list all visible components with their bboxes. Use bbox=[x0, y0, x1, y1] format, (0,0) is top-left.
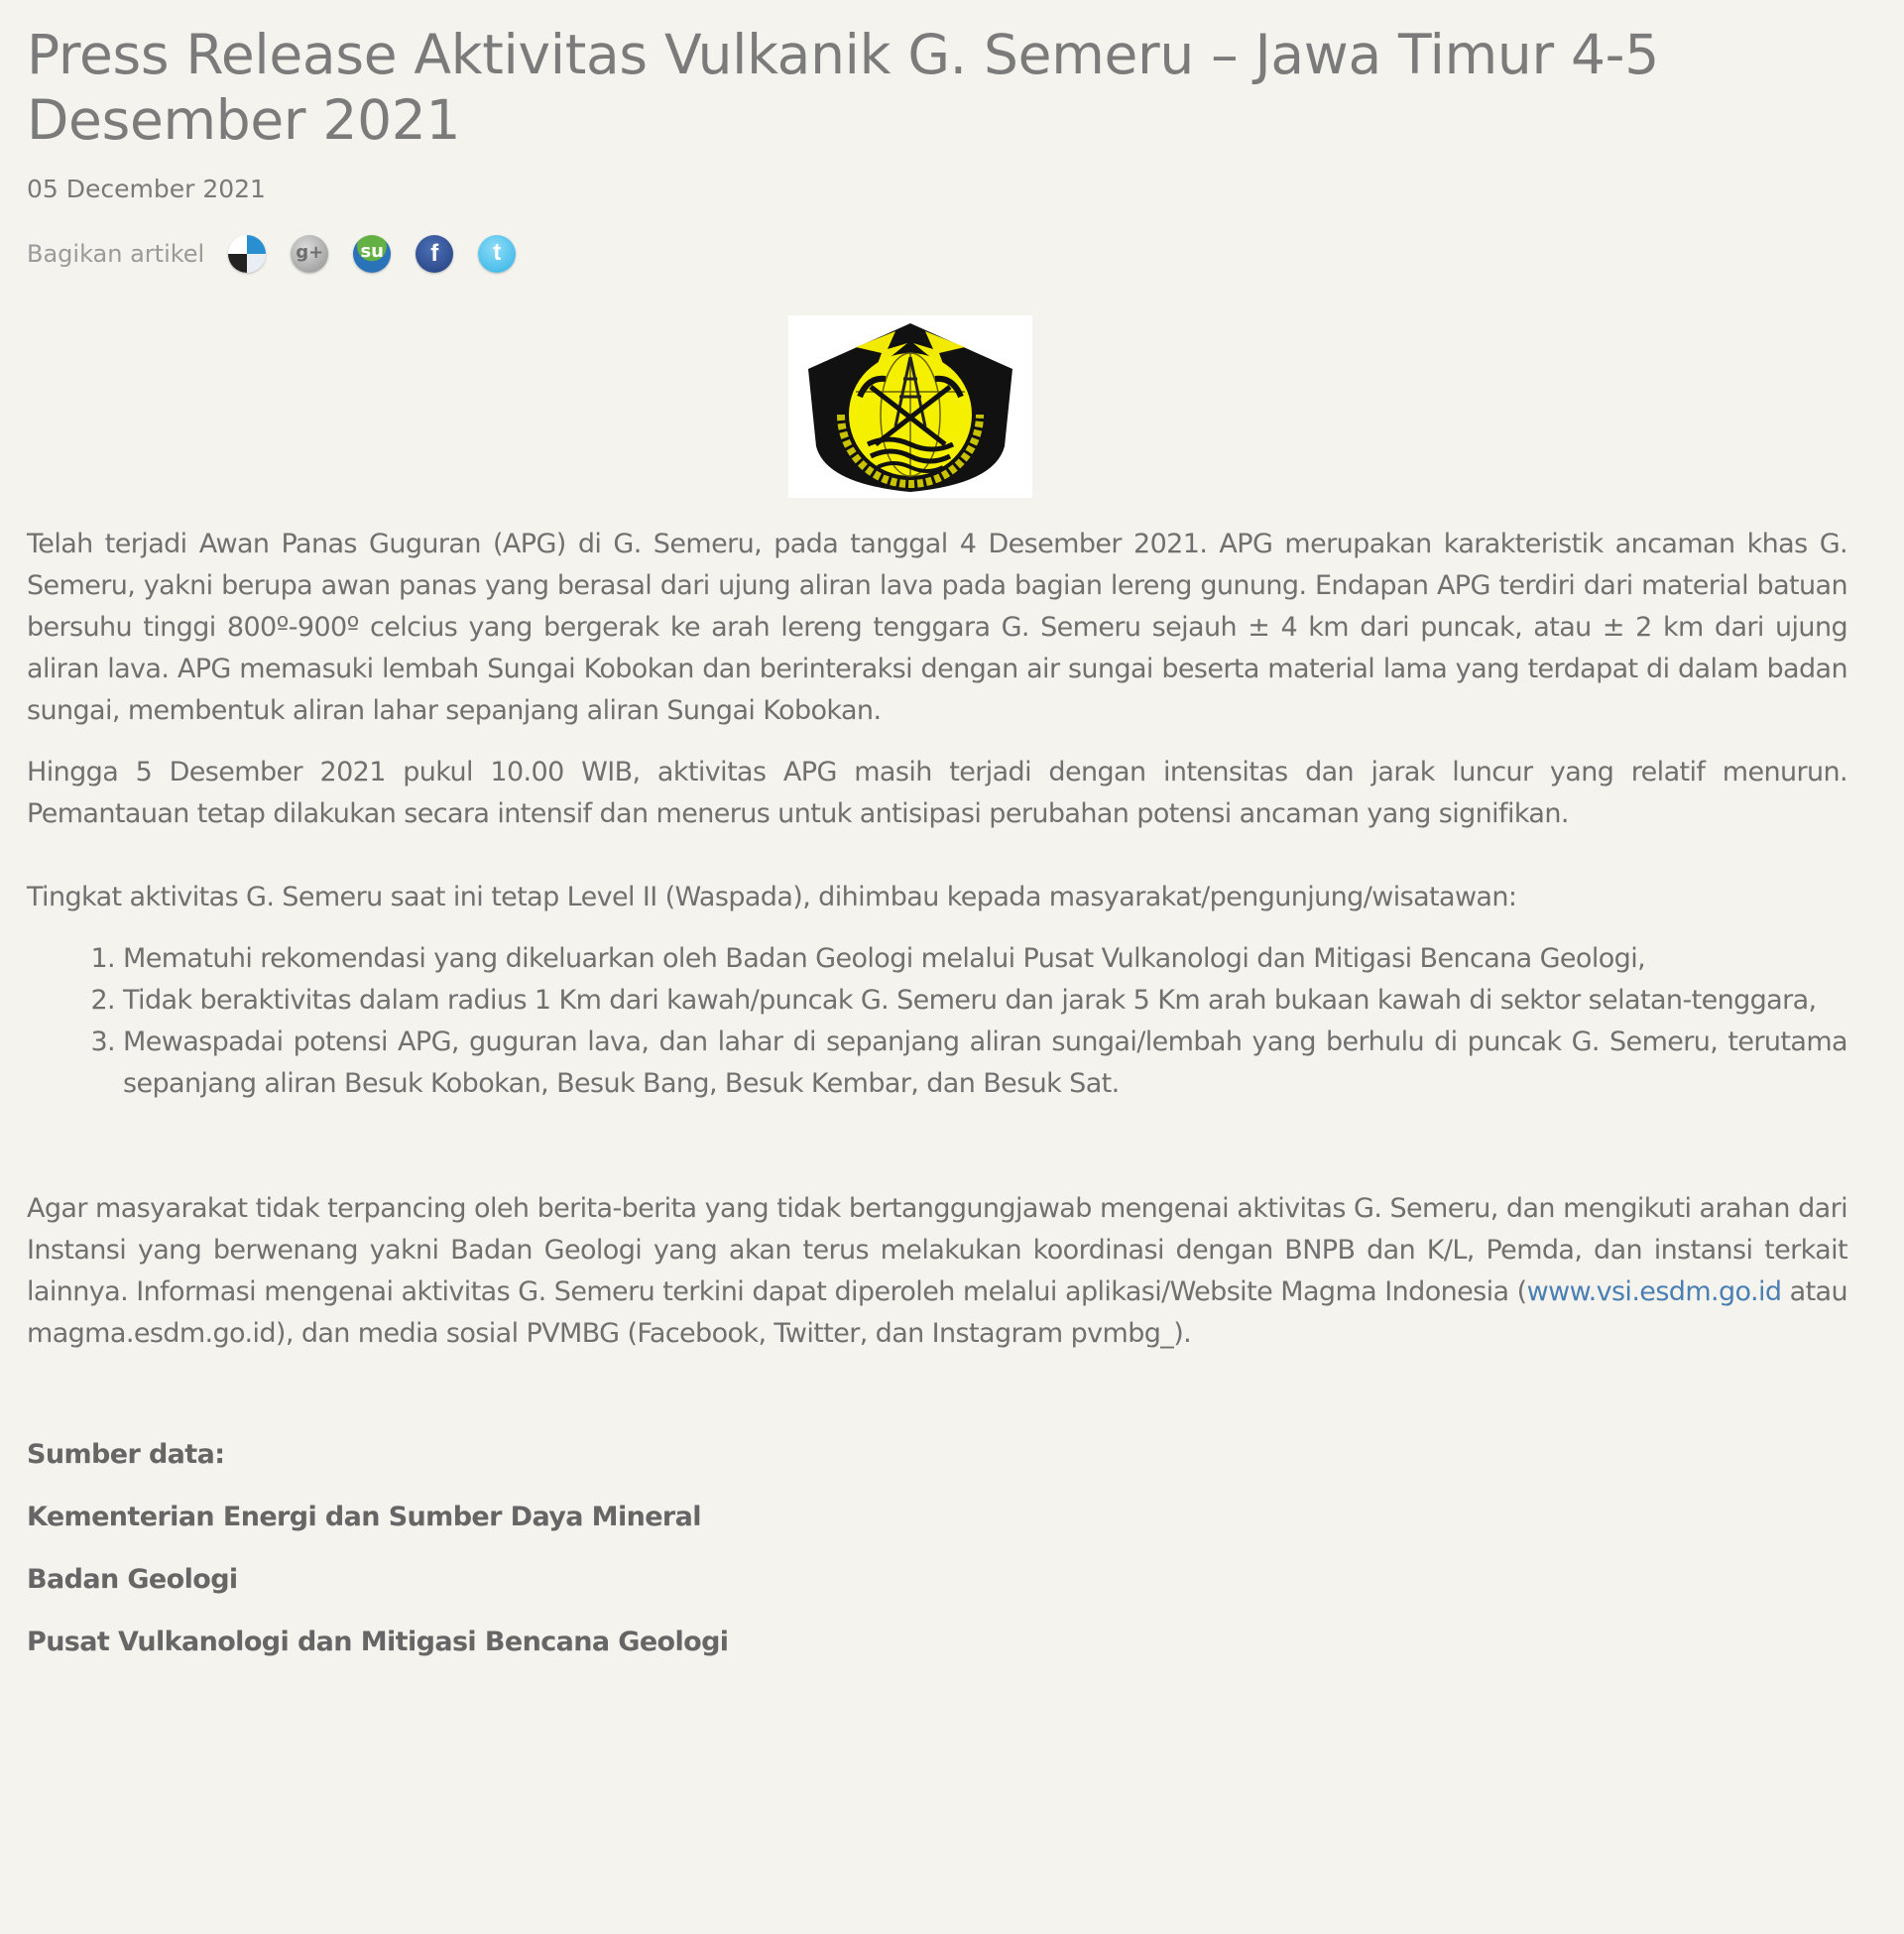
paragraph-4-text-a: Agar masyarakat tidak terpancing oleh berita-berita yang tidak bertanggungjawab mengenai aktivitas G. Semeru, dan mengikuti arahan dari Instansi yang berwenang yakni Badan Geologi yang akan terus melakukan koordinasi dengan BNPB dan K/L, Pemda, dan instansi terkait lainnya. Informasi mengenai aktivitas G. Semeru terkini dapat diperoleh melalui aplikasi/Website Magma Indonesia ( bbox=[27, 1193, 1847, 1307]
esdm-logo bbox=[788, 315, 1032, 498]
sources-section bbox=[27, 1438, 1847, 1659]
article-body bbox=[27, 524, 1847, 1688]
vsi-website-link[interactable]: www.vsi.esdm.go.id bbox=[1526, 1276, 1782, 1307]
paragraph-4 bbox=[27, 1188, 1847, 1355]
source-item: Badan Geologi bbox=[27, 1564, 238, 1595]
list-item: 3. Mewaspadai potensi APG, guguran lava, dan lahar di sepanjang aliran sungai/lembah yang berhulu di puncak G. Semeru, terutama sepanjang aliran Besuk Kobokan, Besuk Bang, Besuk Kembar, dan Besuk Sat. bbox=[123, 1022, 1847, 1105]
paragraph-1: Telah terjadi Awan Panas Guguran (APG) di G. Semeru, pada tanggal 4 Desember 2021. APG merupakan karakteristik ancaman khas G. Semeru, yakni berupa awan panas yang berasal dari ujung aliran lava pada bagian lereng gunung. Endapan APG terdiri dari material batuan bersuhu tinggi 800º-900º celcius yang bergerak ke arah lereng tenggara G. Semeru sejauh ± 4 km dari puncak, atau ± 2 km dari ujung aliran lava. APG memasuki lembah Sungai Kobokan dan berinteraksi dengan air sungai beserta material lama yang terdapat di dalam badan sungai, membentuk aliran lahar sepanjang aliran Sungai Kobokan. bbox=[27, 529, 1847, 726]
stumbleupon-icon[interactable] bbox=[353, 235, 391, 273]
page-title: Press Release Aktivitas Vulkanik G. Semeru – Jawa Timur 4-5 Desember 2021 bbox=[27, 23, 1659, 152]
paragraph-4-text-b: atau magma.esdm.go.id), dan media sosial PVMBG (Facebook, Twitter, dan Instagram pvmbg_). bbox=[27, 1276, 1848, 1349]
share-bar bbox=[27, 234, 1847, 274]
esdm-logo-icon bbox=[796, 317, 1024, 496]
paragraph-2: Hingga 5 Desember 2021 pukul 10.00 WIB, aktivitas APG masih terjadi dengan intensitas dan jarak luncur yang relatif menurun. Pemantauan tetap dilakukan secara intensif dan menerus untuk antisipasi perubahan potensi ancaman yang signifikan. bbox=[27, 757, 1847, 829]
publish-date: 05 December 2021 bbox=[27, 175, 266, 203]
twitter-icon[interactable] bbox=[478, 235, 516, 273]
article bbox=[27, 0, 1847, 274]
source-item: Kementerian Energi dan Sumber Daya Mineral bbox=[27, 1502, 701, 1532]
list-item: 1. Mematuhi rekomendasi yang dikeluarkan oleh Badan Geologi melalui Pusat Vulkanologi dan Mitigasi Bencana Geologi, bbox=[123, 938, 1847, 980]
sources-heading: Sumber data: bbox=[27, 1439, 225, 1470]
recommendation-list bbox=[27, 938, 1847, 1105]
share-label: Bagikan artikel bbox=[27, 240, 205, 268]
facebook-icon[interactable] bbox=[416, 235, 453, 273]
delicious-icon[interactable] bbox=[228, 235, 266, 273]
paragraph-3: Tingkat aktivitas G. Semeru saat ini tetap Level II (Waspada), dihimbau kepada masyarakat/pengunjung/wisatawan: bbox=[27, 882, 1517, 912]
source-item: Pusat Vulkanologi dan Mitigasi Bencana Geologi bbox=[27, 1627, 729, 1657]
digg-icon[interactable] bbox=[291, 235, 328, 273]
list-item: 2. Tidak beraktivitas dalam radius 1 Km dari kawah/puncak G. Semeru dan jarak 5 Km arah bukaan kawah di sektor selatan-tenggara, bbox=[123, 980, 1847, 1022]
